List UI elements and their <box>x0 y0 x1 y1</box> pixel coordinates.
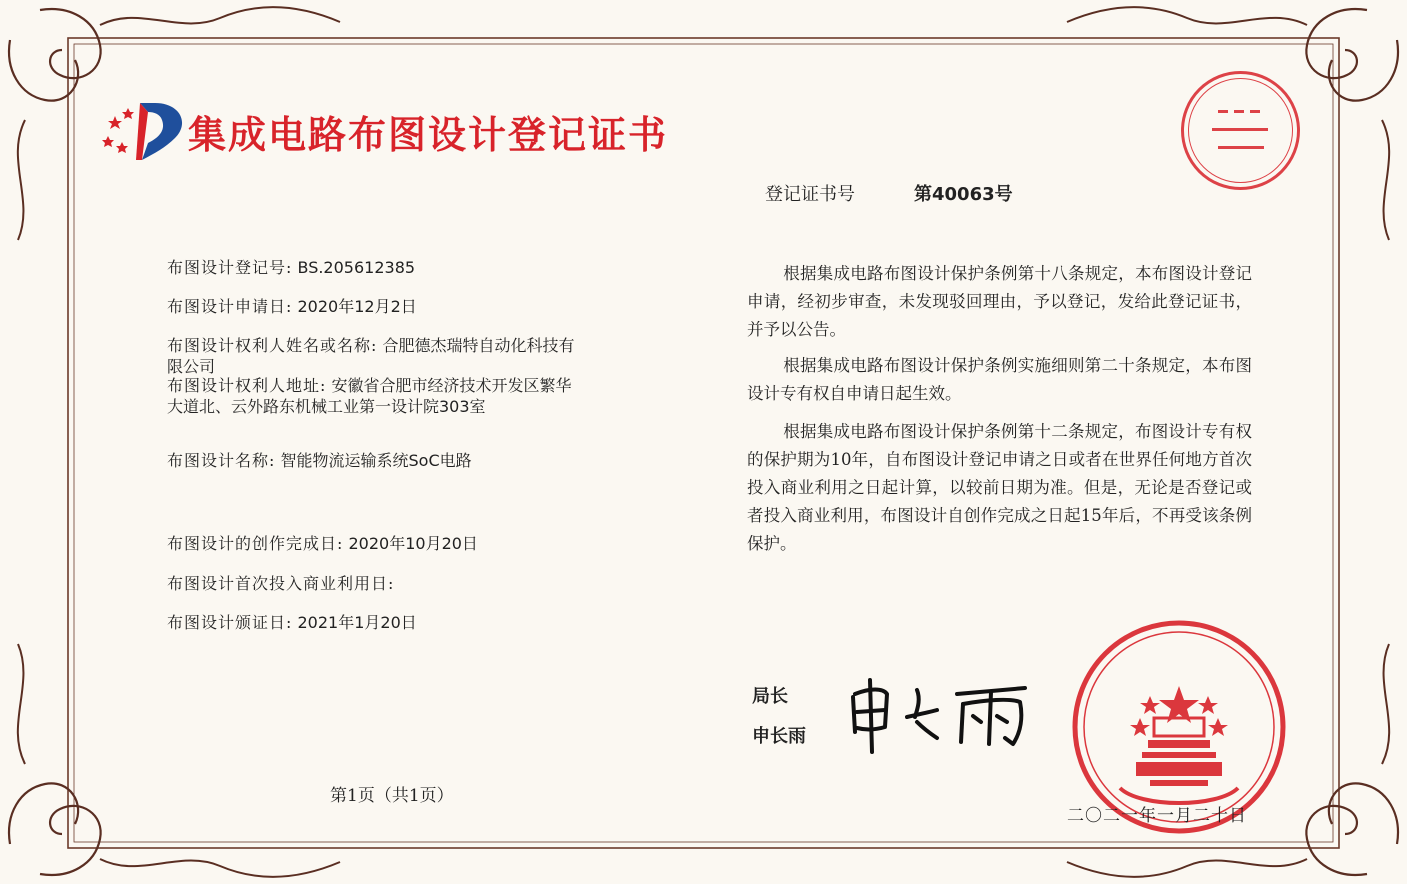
signer-title: 局长 <box>752 686 788 707</box>
paragraph-effective-date: 根据集成电路布图设计保护条例实施细则第二十条规定，本布图设计专有权自申请日起生效。 <box>747 356 1252 403</box>
handwritten-signature <box>845 672 1035 757</box>
certificate-title: 集成电路布图设计登记证书 <box>188 113 669 157</box>
field-rights-holder-address: 布图设计权利人地址: 安徽省合肥市经济技术开发区繁华大道北、云外路东机械工业第一设计院303室 <box>167 376 572 416</box>
field-creation-date: 布图设计的创作完成日: 2020年10月20日 <box>167 534 478 553</box>
paragraph-registration-notice: 根据集成电路布图设计保护条例第十八条规定，本布图设计登记申请，经初步审查，未发现驳回理由，予以登记，发给此登记证书，并予以公告。 <box>747 264 1252 339</box>
cert-number-label: 登记证书号 <box>765 184 855 205</box>
signer-name: 申长雨 <box>752 726 806 747</box>
issue-date: 二〇二一年一月二十日 <box>1067 806 1247 826</box>
page-number: 第1页（共1页） <box>330 786 454 806</box>
field-first-commercial-use-date: 布图设计首次投入商业利用日: <box>167 574 395 593</box>
field-issue-date: 布图设计颁证日: 2021年1月20日 <box>167 613 417 632</box>
cert-number-value: 第40063号 <box>914 184 1013 205</box>
field-registration-number: 布图设计登记号: BS.205612385 <box>167 258 416 277</box>
logo-icon <box>100 98 190 168</box>
tax-stamp-icon <box>1178 68 1303 193</box>
field-application-date: 布图设计申请日: 2020年12月2日 <box>167 297 417 316</box>
field-design-name: 布图设计名称: 智能物流运输系统SoC电路 <box>167 451 472 470</box>
paragraph-protection-period: 根据集成电路布图设计保护条例第十二条规定，布图设计专有权的保护期为10年，自布图设计登记申请之日或者在世界任何地方首次投入商业利用之日起计算，以较前日期为准。但是，无论是否登记或者投入商业利用，布图设计自创作完成之日起15年后，不再受该条例保护。 <box>747 422 1252 553</box>
field-rights-holder-name: 布图设计权利人姓名或名称: 合肥德杰瑞特自动化科技有限公司 <box>167 336 575 376</box>
